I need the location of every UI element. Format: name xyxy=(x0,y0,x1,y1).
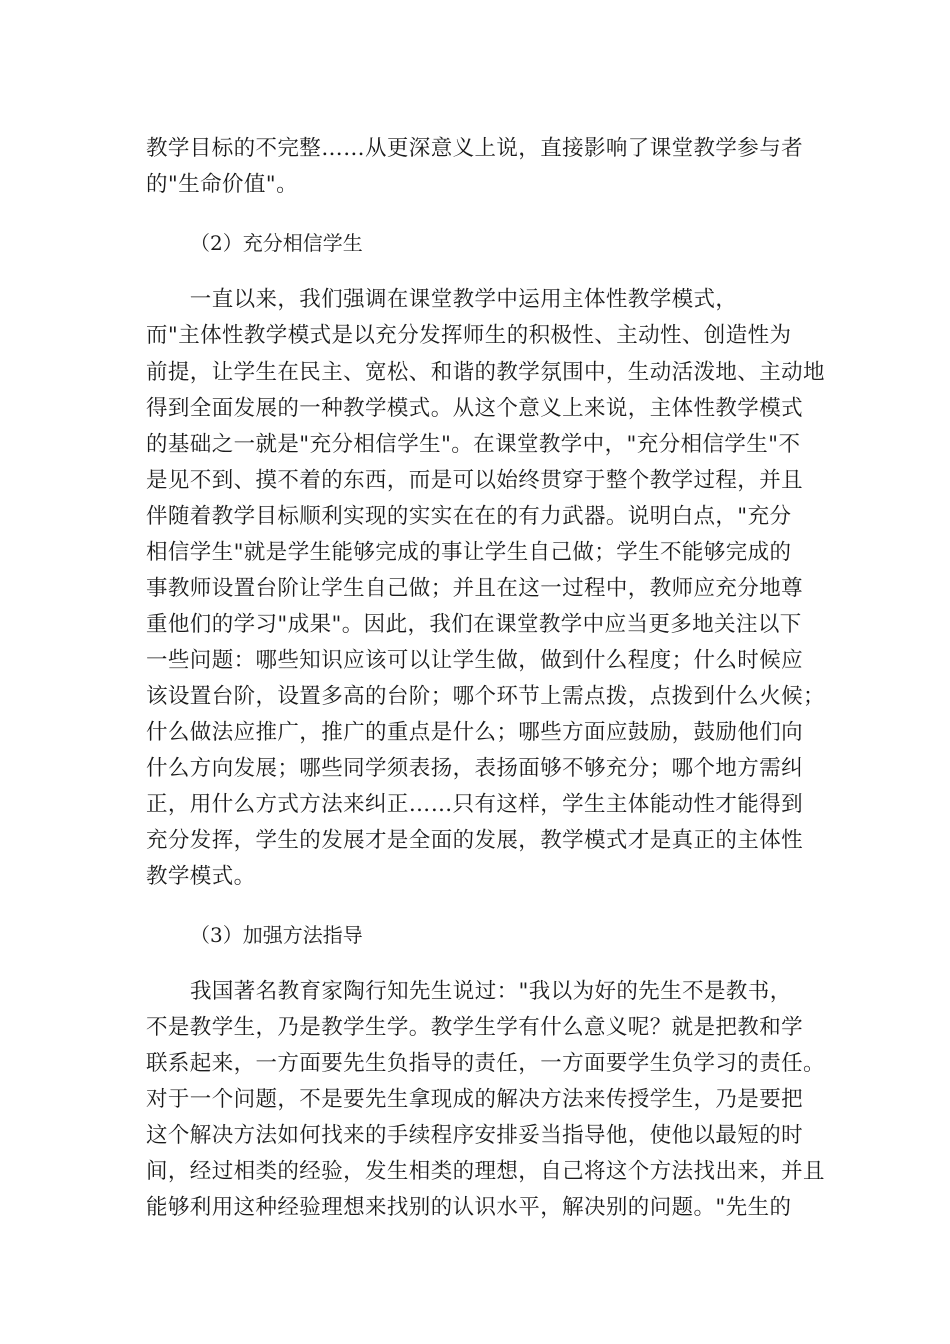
section-2-line: 相信学生"就是学生能够完成的事让学生自己做；学生不能够完成的 xyxy=(146,540,792,565)
section-3-line: 能够利用这种经验理想来找别的认识水平，解决别的问题。"先生的 xyxy=(146,1195,792,1220)
section-2-line: 事教师设置台阶让学生自己做；并且在这一过程中，教师应充分地尊 xyxy=(146,576,804,601)
section-3-line: 间，经过相类的经验，发生相类的理想，自己将这个方法找出来，并且 xyxy=(146,1159,825,1184)
section-3-heading: （3）加强方法指导 xyxy=(190,923,363,947)
section-2-line: 该设置台阶，设置多高的台阶；哪个环节上需点拨，点拨到什么火候； xyxy=(146,684,825,709)
section-2-line: 而"主体性教学模式是以充分发挥师生的积极性、主动性、创造性为 xyxy=(146,323,792,348)
section-3-line: 对于一个问题，不是要先生拿现成的解决方法来传授学生，乃是要把 xyxy=(146,1087,804,1112)
section-2-line: 前提，让学生在民主、宽松、和谐的教学氛围中，生动活泼地、主动地 xyxy=(146,360,825,385)
section-3-line: 联系起来，一方面要先生负指导的责任，一方面要学生负学习的责任。 xyxy=(146,1051,825,1076)
section-2-line: 充分发挥，学生的发展才是全面的发展，教学模式才是真正的主体性 xyxy=(146,828,804,853)
section-2-line: 一些问题：哪些知识应该可以让学生做，做到什么程度；什么时候应 xyxy=(146,648,804,673)
section-2-line: 的基础之一就是"充分相信学生"。在课堂教学中，"充分相信学生"不 xyxy=(146,432,801,457)
section-2-line: 重他们的学习"成果"。因此，我们在课堂教学中应当更多地关注以下 xyxy=(146,612,802,637)
section-2-line: 教学模式。 xyxy=(146,864,256,889)
section-2-line: 是见不到、摸不着的东西，而是可以始终贯穿于整个教学过程，并且 xyxy=(146,468,804,493)
intro-line-2: 的"生命价值"。 xyxy=(146,172,298,197)
section-2-line: 一直以来，我们强调在课堂教学中运用主体性教学模式， xyxy=(146,287,738,312)
intro-line-1: 教学目标的不完整……从更深意义上说，直接影响了课堂教学参与者 xyxy=(146,136,804,161)
section-2-line: 正，用什么方式方法来纠正……只有这样，学生主体能动性才能得到 xyxy=(146,792,804,817)
section-3-line: 我国著名教育家陶行知先生说过："我以为好的先生不是教书， xyxy=(190,979,792,1004)
section-2-line: 得到全面发展的一种教学模式。从这个意义上来说，主体性教学模式 xyxy=(146,396,804,421)
section-3-line: 这个解决方法如何找来的手续程序安排妥当指导他，使他以最短的时 xyxy=(146,1123,804,1148)
section-2-heading: （2）充分相信学生 xyxy=(190,231,363,255)
section-3-line: 不是教学生，乃是教学生学。教学生学有什么意义呢？就是把教和学 xyxy=(146,1015,804,1040)
section-2-line: 什么做法应推广，推广的重点是什么；哪些方面应鼓励，鼓励他们向 xyxy=(146,720,804,745)
section-2-line: 伴随着教学目标顺利实现的实实在在的有力武器。说明白点，"充分 xyxy=(146,504,792,529)
section-2-line: 什么方向发展；哪些同学须表扬，表扬面够不够充分；哪个地方需纠 xyxy=(146,756,804,781)
